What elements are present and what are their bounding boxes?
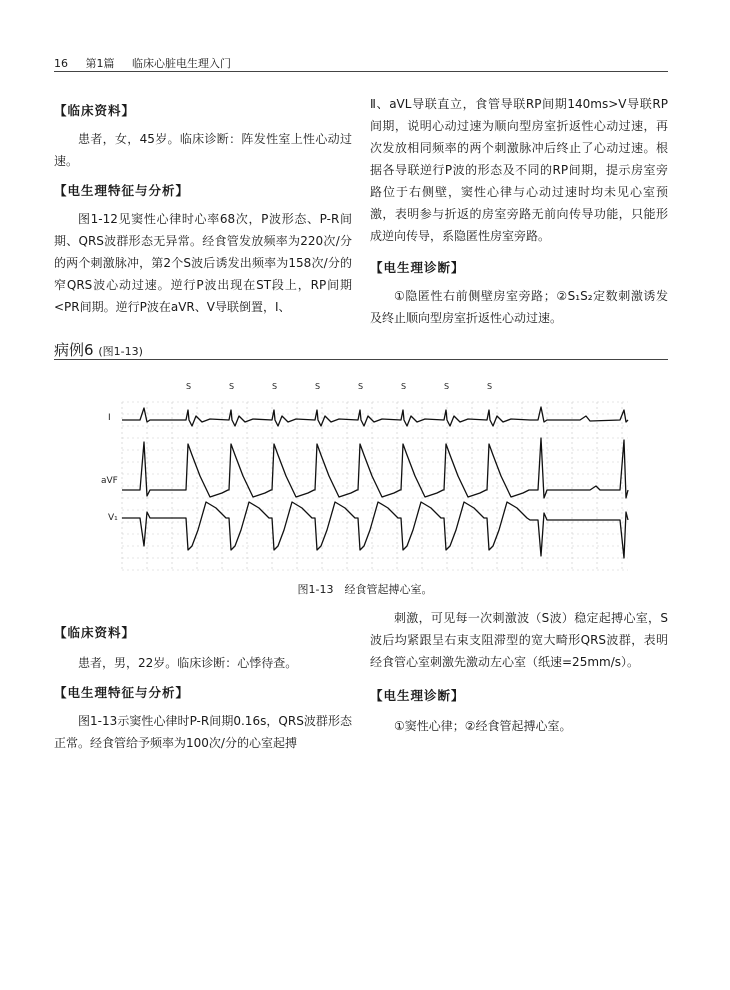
diagnosis-text: ①隐匿性右前侧壁房室旁路；②S₁S₂定数刺激诱发及终止顺向型房室折返性心动过速。 <box>370 289 668 325</box>
ecg-figure <box>100 380 630 576</box>
stimulus-label: S <box>358 382 364 391</box>
book-title: 临床心脏电生理入门 <box>132 57 231 70</box>
diagnosis-heading: 【电生理诊断】 <box>370 688 465 703</box>
case-title-text: 病例6 <box>54 341 94 359</box>
stimulus-labels <box>186 382 492 391</box>
stimulus-label: S <box>315 382 321 391</box>
case6-left-column <box>54 622 352 754</box>
running-header <box>54 55 245 71</box>
clinical-heading: 【临床资料】 <box>54 625 136 640</box>
stimulus-label: S <box>229 382 235 391</box>
analysis-text: 图1-13示窦性心律时P-R间期0.16s，QRS波群形态正常。经食管给予频率为100次/分的心室起搏 <box>54 714 352 750</box>
case6-title <box>54 339 143 360</box>
clinical-heading: 【临床资料】 <box>54 103 136 118</box>
stimulus-label: S <box>272 382 278 391</box>
stimulus-label: S <box>444 382 450 391</box>
case-figure-ref: (图1-13) <box>98 345 143 358</box>
clinical-text: 患者，女，45岁。临床诊断：阵发性室上性心动过速。 <box>54 132 352 168</box>
clinical-text: 患者，男，22岁。临床诊断：心悸待查。 <box>78 656 298 670</box>
case-title-rule <box>54 359 668 360</box>
analysis-heading: 【电生理特征与分析】 <box>54 685 190 700</box>
lead-label-aVF: aVF <box>101 476 118 486</box>
stimulus-label: S <box>487 382 493 391</box>
analysis-text: 图1-12见窦性心律时心率68次，P波形态、P-R间期、QRS波群形态无异常。经食管发放频率为220次/分的两个刺激脉冲，第2个S波后诱发出频率为158次/分的窄QRS波心动过速。逆行P波出现在ST段上，RP间期<PR间期。逆行P波在aVR、V导联倒置，Ⅰ、 <box>54 212 352 314</box>
header-rule <box>54 71 668 72</box>
ecg-trace-lead-I <box>122 407 628 426</box>
part-label: 第1篇 <box>85 57 115 70</box>
case5-left-column <box>54 100 352 318</box>
analysis-heading: 【电生理特征与分析】 <box>54 183 190 198</box>
page-number: 16 <box>54 57 68 70</box>
diagnosis-text: ①窦性心律；②经食管起搏心室。 <box>394 719 572 733</box>
ecg-trace-lead-aVF <box>122 438 628 498</box>
stimulus-label: S <box>401 382 407 391</box>
lead-label-V1: V₁ <box>108 513 118 523</box>
diagnosis-heading: 【电生理诊断】 <box>370 260 465 275</box>
analysis-continued: 刺激，可见每一次刺激波（S波）稳定起搏心室，S波后均紧跟呈右束支阻滞型的宽大畸形QRS波群，表明经食管心室刺激先激动左心室（纸速=25mm/s）。 <box>370 611 668 669</box>
figure-caption: 图1-13 经食管起搏心室。 <box>297 583 433 596</box>
stimulus-label: S <box>186 382 192 391</box>
lead-label-I: Ⅰ <box>108 413 111 423</box>
analysis-continued: Ⅱ、aVL导联直立，食管导联RP间期140ms>V导联RP间期，说明心动过速为顺向型房室折返性心动过速，再次发放相同频率的两个刺激脉冲后终止了心动过速。根据各导联逆行P波的形态及不同的RP间期，提示房室旁路位于右侧壁，窦性心律与心动过速时均未见心室预激，表明参与折返的房室旁路无前向传导功能，只能形成逆向传导，系隐匿性房室旁路。 <box>370 97 668 243</box>
ecg-grid <box>122 402 628 570</box>
case5-right-column <box>370 93 668 329</box>
ecg-trace-lead-V1 <box>122 502 628 558</box>
case6-right-column <box>370 607 668 737</box>
